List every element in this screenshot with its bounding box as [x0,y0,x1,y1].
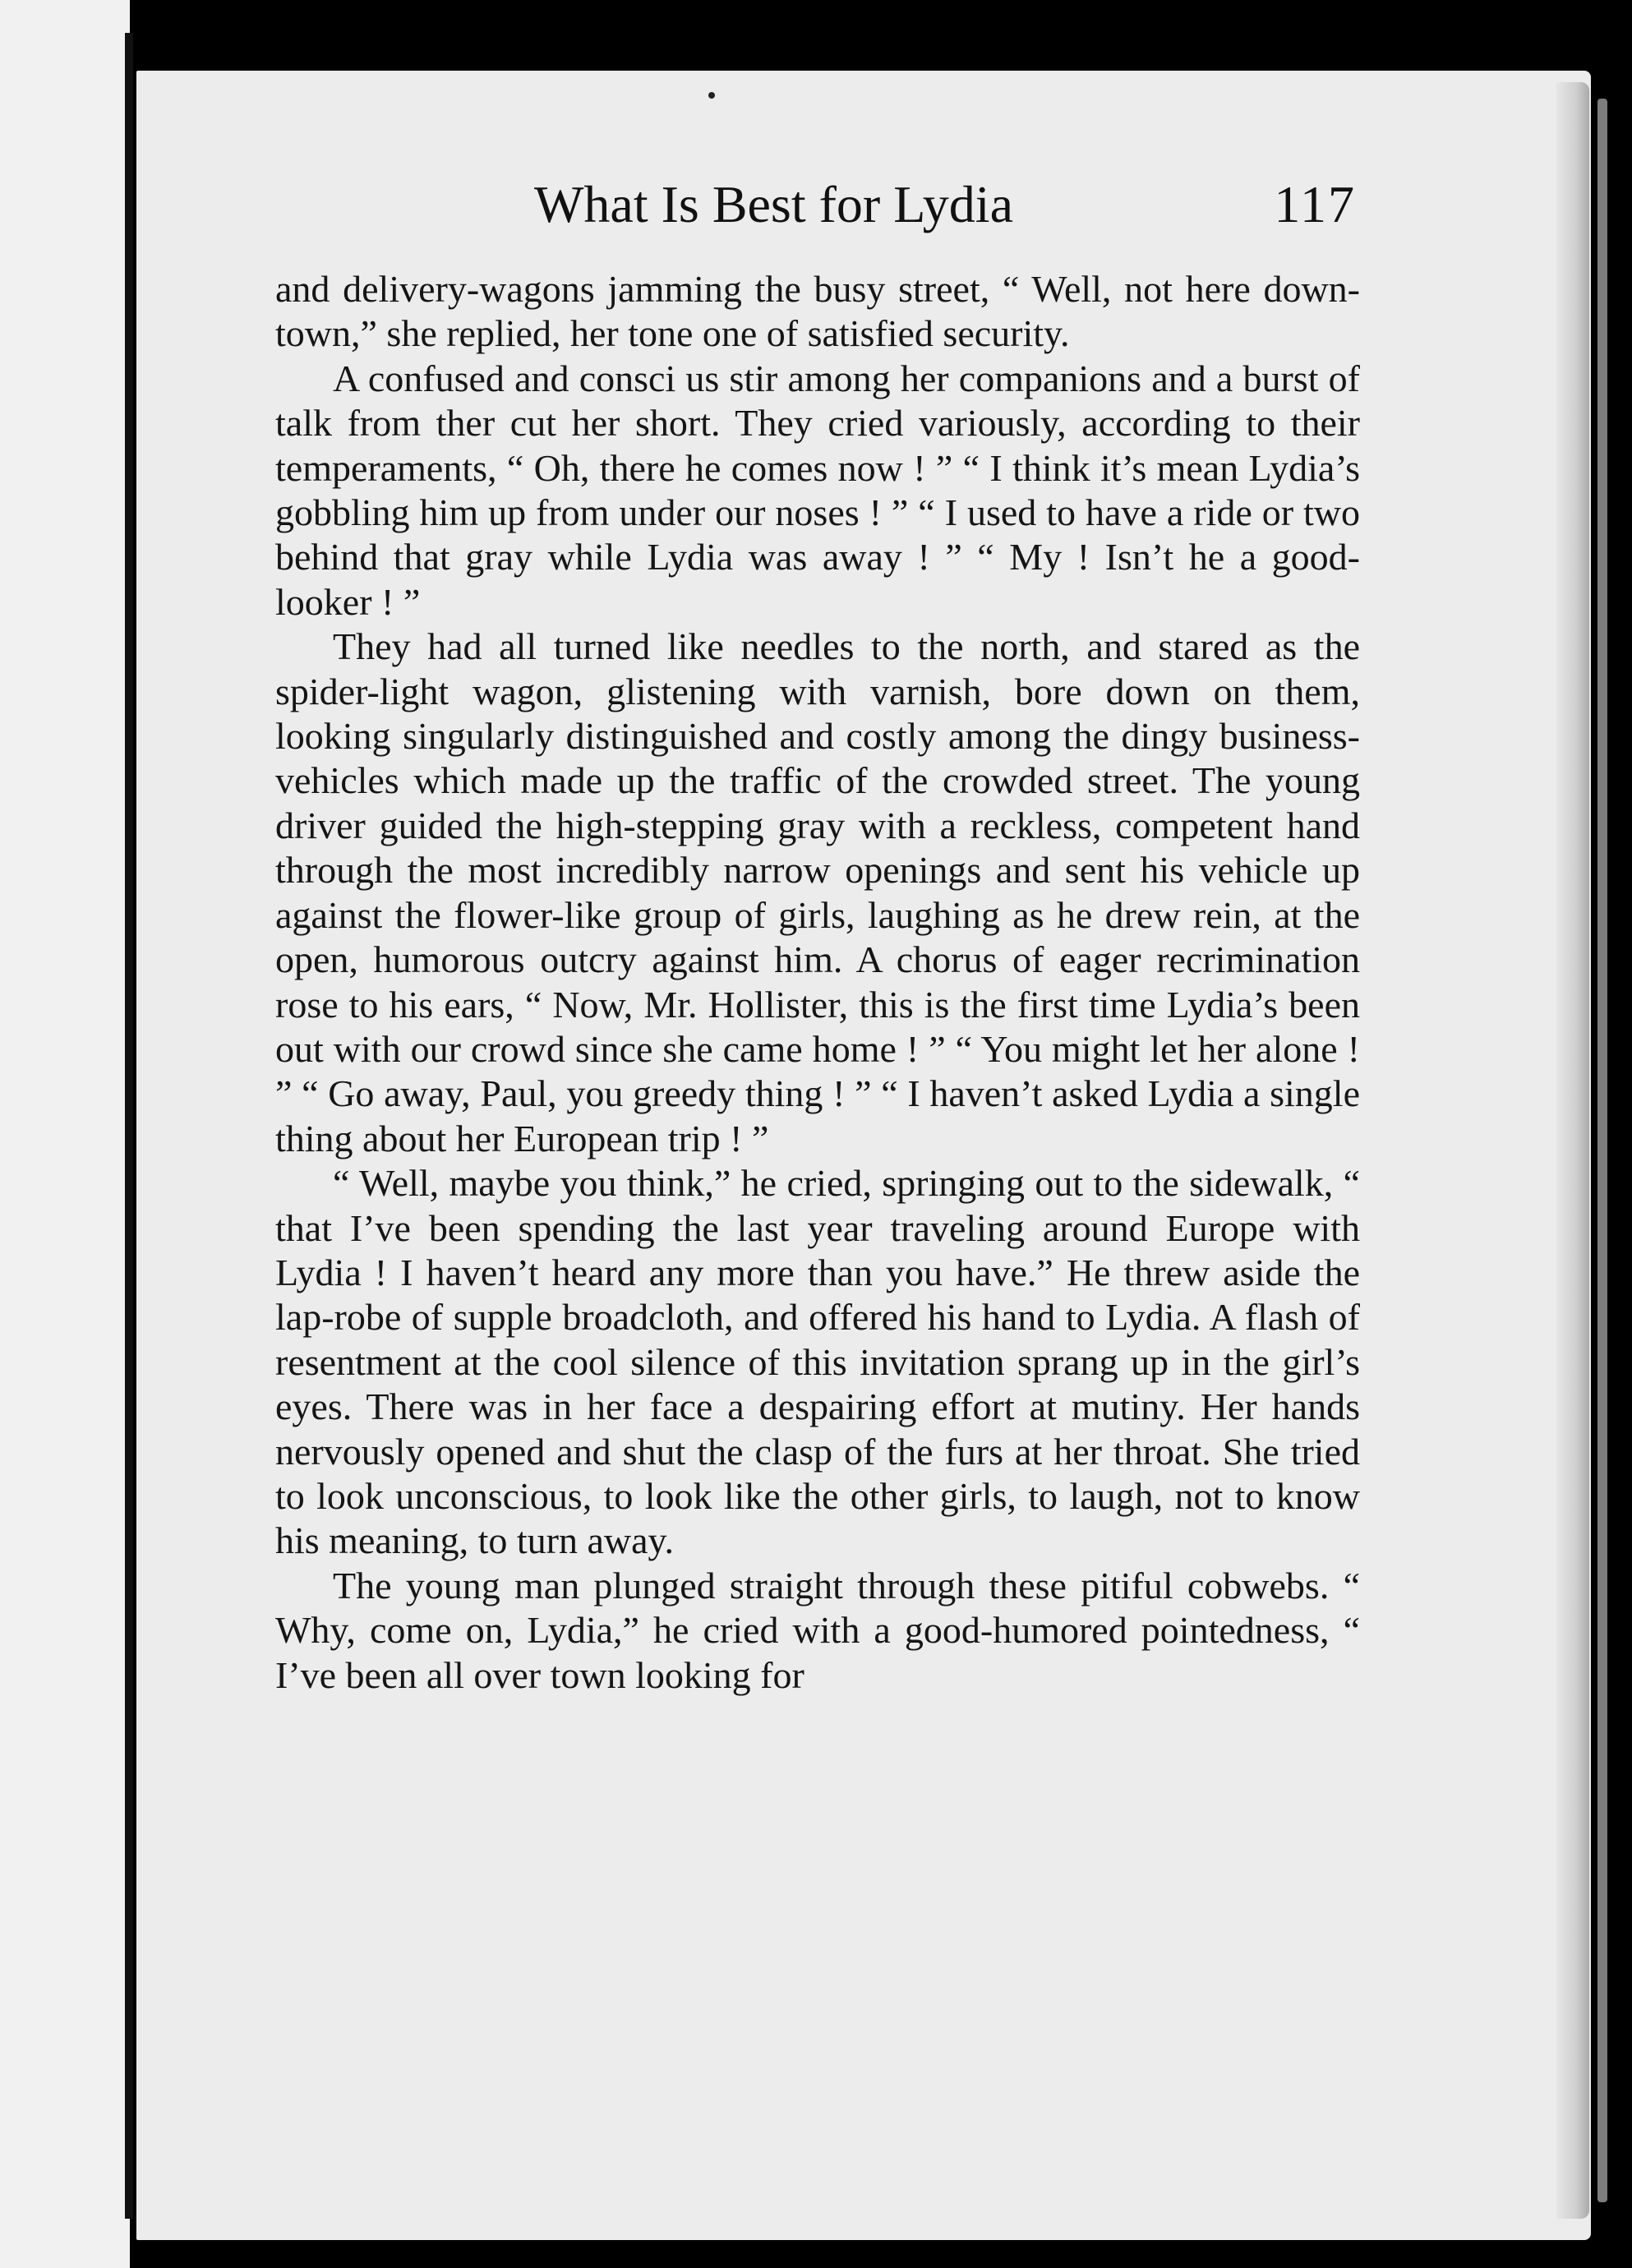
paragraph: The young man plunged straight through these pitiful cobwebs. “ Why, come on, Lydia,” he cried with a good-humored pointedness, “ I’ve been all over town looking for [275,1564,1360,1696]
facing-page-edge [0,0,130,2268]
paragraph: “ Well, maybe you think,” he cried, springing out to the sidewalk, “ that I’ve been spending the last year traveling around Europe with Lydia ! I haven’t heard any more than you have.” He threw aside the lap-robe of supple broadcloth, and offered his hand to Lydia. A flash of resentment at the cool silence of this invitation sprang up in the girl’s eyes. There was in her face a despairing effort at mutiny. Her hands nervously opened and shut the clasp of the furs at her throat. She tried to look unconscious, to look like the other girls, to laugh, not to know his meaning, to turn away. [275,1162,1360,1562]
paragraph: They had all turned like needles to the north, and stared as the spider-light wagon, glistening with varnish, bore down on them, looking singularly distinguished and costly among the dingy business-vehicles which made up the traffic of the crowded street. The young driver guided the high-stepping gray with a reckless, competent hand through the most incredibly narrow openings and sent his vehicle up against the flower-like group of girls, laughing as he drew rein, at the open, humorous outcry against him. A chorus of eager recrimination rose to his ears, “ Now, Mr. Hollister, this is the first time Lydia’s been out with our crowd since she came home ! ” “ You might let her alone ! ” “ Go away, Paul, you greedy thing ! ” “ I haven’t asked Lydia a single thing about her European trip ! ” [275,625,1360,1159]
paragraph: and delivery-wagons jamming the busy street, “ Well, not here down-town,” she replied, her tone one of satisfied security. [275,268,1360,355]
page-curl-shadow [1556,82,1589,2219]
body-text [275,267,1360,1698]
paragraph: A confused and consci us stir among her companions and a burst of talk from ther cut her short. They cried variously, according to their temperaments, “ Oh, there he comes now ! ” “ I think it’s mean Lydia’s gobbling him up from under our noses ! ” “ I used to have a ride or two behind that gray while Lydia was away ! ” “ My ! Isn’t he a good-looker ! ” [275,357,1360,623]
page-header [534,174,1389,235]
book-right-edge [1597,99,1607,2202]
scan-speck [708,92,715,99]
book-gutter [125,33,133,2219]
running-head: What Is Best for Lydia [534,175,1013,233]
page-number: 117 [1274,175,1356,233]
